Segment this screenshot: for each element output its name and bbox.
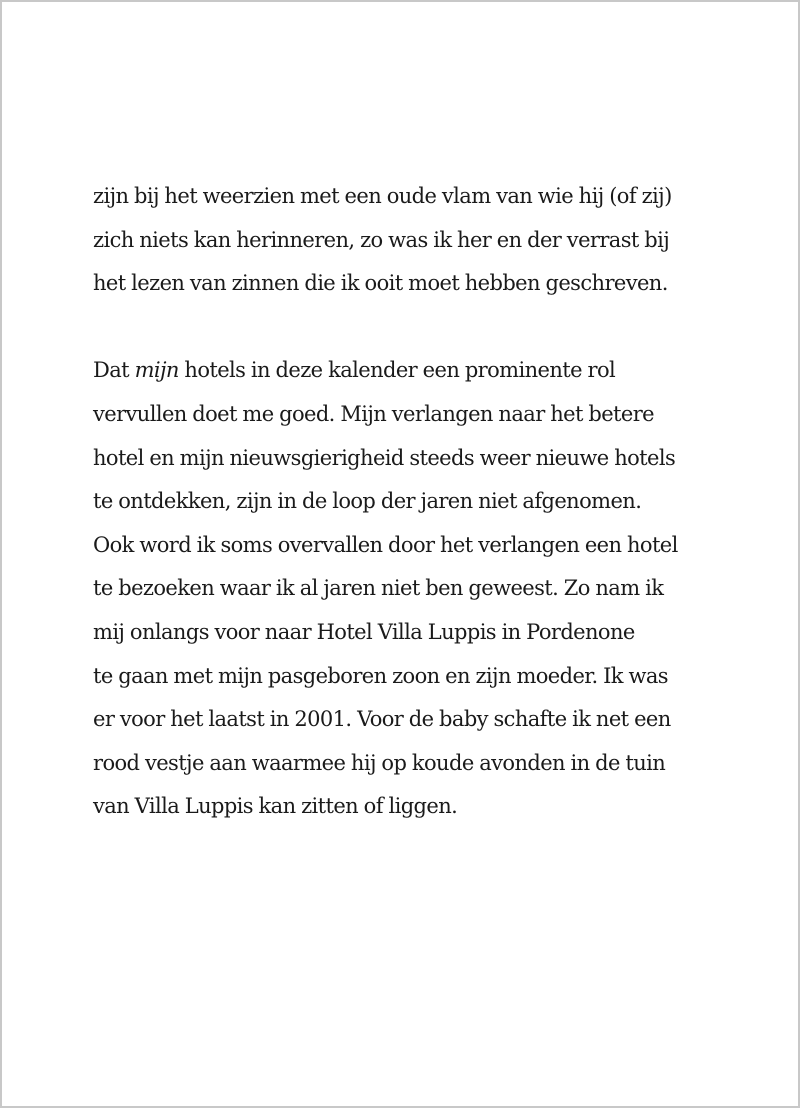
text-rest: hotels in deze kalender een prominente rol	[178, 358, 616, 383]
text-line: er voor het laatst in 2001. Voor de baby schafte ik net een	[93, 707, 671, 732]
text-line: mij onlangs voor naar Hotel Villa Luppis in Pordenone	[93, 619, 635, 644]
text-lead: Dat	[93, 358, 135, 383]
text-line: van Villa Luppis kan zitten of liggen.	[93, 794, 458, 819]
text-line: het lezen van zinnen die ik ooit moet hebben geschreven.	[93, 271, 668, 296]
text-line: te gaan met mijn pasgeboren zoon en zijn moeder. Ik was	[93, 663, 668, 688]
text-line: te ontdekken, zijn in de loop der jaren niet afgenomen.	[93, 489, 642, 514]
paragraph-spacer	[93, 306, 733, 350]
text-line: zijn bij het weerzien met een oude vlam van wie hij (of zij)	[93, 184, 672, 208]
paragraph-1	[93, 175, 733, 306]
text-line: vervullen doet me goed. Mijn verlangen naar het betere	[93, 401, 654, 426]
paragraph-2	[93, 349, 733, 829]
text-line: rood vestje aan waarmee hij op koude avonden in de tuin	[93, 750, 666, 775]
text-line: Ook word ik soms overvallen door het verlangen een hotel	[93, 532, 678, 557]
emphasized-word: mijn	[134, 358, 179, 383]
text-line: hotel en mijn nieuwsgierigheid steeds weer nieuwe hotels	[93, 445, 676, 470]
body-text	[93, 175, 733, 829]
text-line: te bezoeken waar ik al jaren niet ben geweest. Zo nam ik	[93, 576, 664, 601]
text-line: zich niets kan herinneren, zo was ik her en der verrast bij	[93, 227, 670, 252]
text-line	[93, 349, 733, 393]
